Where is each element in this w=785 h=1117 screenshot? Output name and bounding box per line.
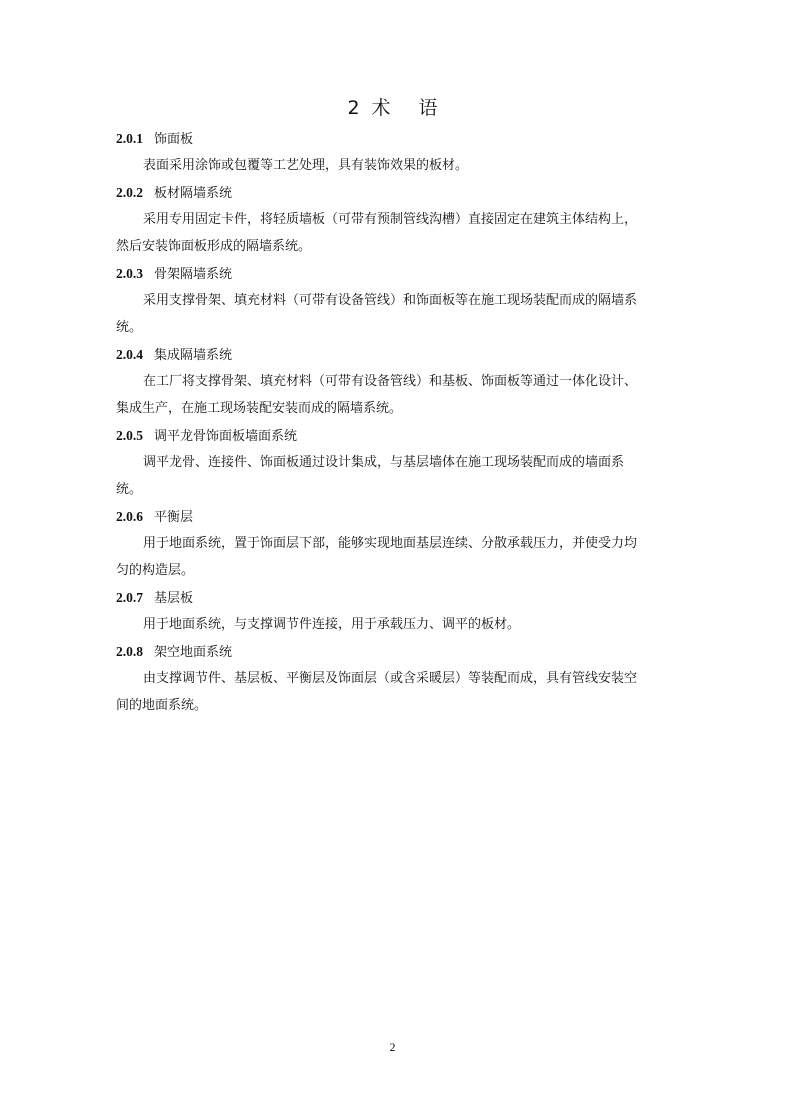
term-entry xyxy=(116,126,676,179)
term-definition xyxy=(116,287,676,341)
term-name: 基层板 xyxy=(154,591,194,606)
definition-line: 在工厂将支撑骨架、填充材料（可带有设备管线）和基板、饰面板等通过一体化设计、 xyxy=(143,374,638,389)
definition-line: 调平龙骨、连接件、饰面板通过设计集成，与基层墙体在施工现场装配而成的墙面系 xyxy=(143,455,625,470)
term-number: 2.0.2 xyxy=(116,185,143,200)
term-definition xyxy=(116,449,676,503)
chapter-title-part2: 语 xyxy=(418,97,438,119)
definition-line: 采用专用固定卡件，将轻质墙板（可带有预制管线沟槽）直接固定在建筑主体结构上， xyxy=(143,212,638,227)
term-number: 2.0.7 xyxy=(116,590,143,605)
definition-line: 采用支撑骨架、填充材料（可带有设备管线）和饰面板等在施工现场装配而成的隔墙系 xyxy=(143,293,638,308)
term-name: 调平龙骨饰面板墙面系统 xyxy=(154,429,298,444)
terms-list xyxy=(116,126,676,720)
term-heading xyxy=(116,261,676,287)
definition-line: 表面采用涂饰或包覆等工艺处理，具有装饰效果的板材。 xyxy=(143,158,469,173)
term-entry xyxy=(116,504,676,584)
term-number: 2.0.1 xyxy=(116,131,143,146)
term-name: 平衡层 xyxy=(154,510,194,525)
chapter-title xyxy=(0,93,785,120)
term-definition xyxy=(116,368,676,422)
term-number: 2.0.3 xyxy=(116,266,143,281)
term-entry xyxy=(116,423,676,503)
term-entry xyxy=(116,639,676,719)
term-name: 板材隔墙系统 xyxy=(154,186,233,201)
definition-line: 用于地面系统，与支撑调节件连接，用于承载压力、调平的板材。 xyxy=(143,617,521,632)
term-name: 饰面板 xyxy=(154,132,194,147)
definition-line: 用于地面系统，置于饰面层下部，能够实现地面基层连续、分散承载压力，并使受力均 xyxy=(143,536,638,551)
chapter-title-part1: 术 xyxy=(371,97,391,119)
definition-line: 集成生产，在施工现场装配安装而成的隔墙系统。 xyxy=(116,401,403,416)
definition-line: 统。 xyxy=(116,320,143,335)
term-definition xyxy=(116,611,676,638)
term-heading xyxy=(116,504,676,530)
term-heading xyxy=(116,180,676,206)
definition-line: 统。 xyxy=(116,482,143,497)
term-number: 2.0.4 xyxy=(116,347,143,362)
term-entry xyxy=(116,342,676,422)
term-definition xyxy=(116,665,676,719)
term-name: 集成隔墙系统 xyxy=(154,348,233,363)
term-definition xyxy=(116,152,676,179)
definition-line: 匀的构造层。 xyxy=(116,563,195,578)
term-number: 2.0.8 xyxy=(116,644,143,659)
definition-line: 然后安装饰面板形成的隔墙系统。 xyxy=(116,239,312,254)
term-entry xyxy=(116,261,676,341)
term-heading xyxy=(116,126,676,152)
term-entry xyxy=(116,180,676,260)
term-entry xyxy=(116,585,676,638)
term-heading xyxy=(116,423,676,449)
page-number: 2 xyxy=(389,1040,396,1054)
term-heading xyxy=(116,342,676,368)
chapter-number: 2 xyxy=(347,97,360,119)
term-definition xyxy=(116,206,676,260)
term-heading xyxy=(116,585,676,611)
definition-line: 由支撑调节件、基层板、平衡层及饰面层（或含采暖层）等装配而成，具有管线安装空 xyxy=(143,671,638,686)
term-name: 骨架隔墙系统 xyxy=(154,267,233,282)
term-number: 2.0.6 xyxy=(116,509,143,524)
term-heading xyxy=(116,639,676,665)
term-name: 架空地面系统 xyxy=(154,645,233,660)
term-number: 2.0.5 xyxy=(116,428,143,443)
term-definition xyxy=(116,530,676,584)
definition-line: 间的地面系统。 xyxy=(116,698,208,713)
